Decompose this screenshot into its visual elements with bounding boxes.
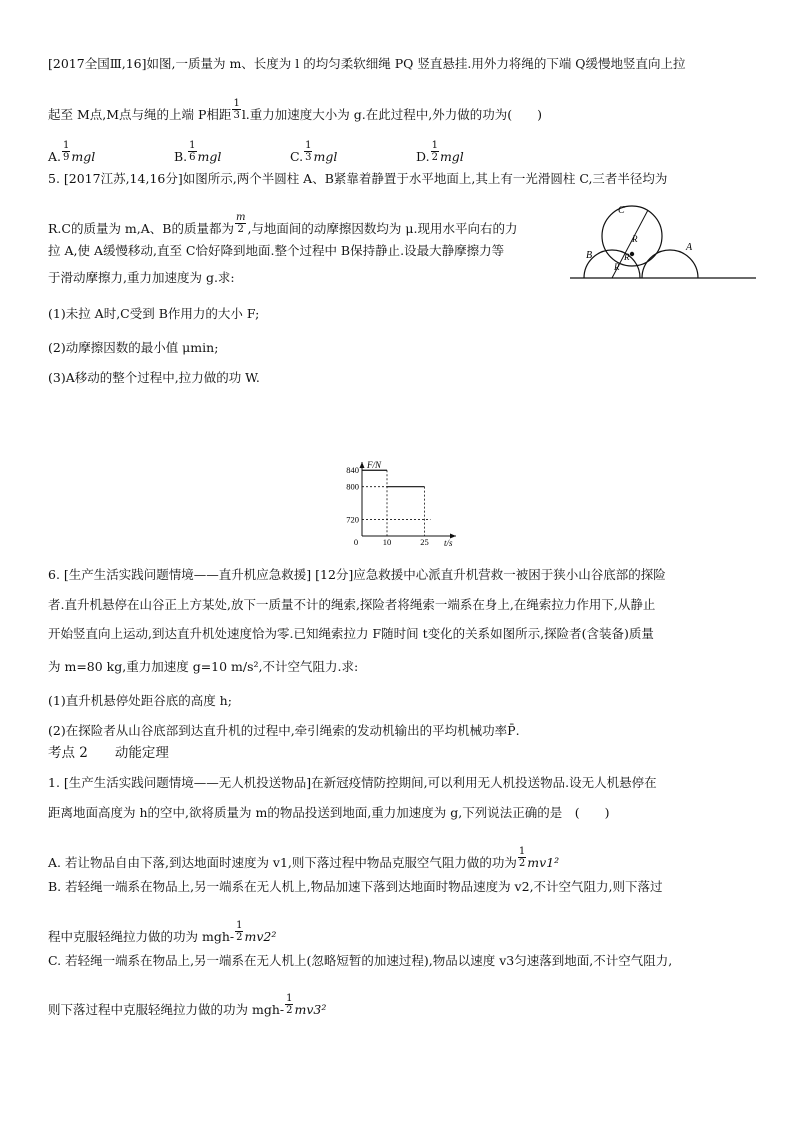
label-r3: R <box>614 262 620 272</box>
q4-option-b[interactable] <box>174 140 222 169</box>
q5-line1: 5. [2017江苏,14,16分]如图所示,两个半圆柱 A、B紧靠着静置于水平地面上,其上有一光滑圆柱 C,三者半径均为 <box>48 171 668 186</box>
fraction-m-over-2 <box>235 212 246 235</box>
label-r1: R <box>632 234 638 244</box>
q6-line1: 6. [生产生活实践问题情境——直升机应急救援] [12分]应急救援中心派直升机营救一被困于狭小山谷底部的探险 <box>48 567 666 582</box>
option-fraction <box>188 140 196 163</box>
frac-num: 1 <box>305 140 312 151</box>
frac-den: 2 <box>431 152 438 163</box>
option-letter: B. <box>174 149 188 164</box>
q5-line2 <box>48 212 518 241</box>
force-time-graph <box>334 456 466 548</box>
q5-line4: 于滑动摩擦力,重力加速度为 g.求: <box>48 270 235 285</box>
q1-option-b-line1[interactable]: B. 若轻绳一端系在物品上,另一端系在无人机上,物品加速下落到达地面时物品速度为 v2,不计空气阻力,则下落过 <box>48 879 663 894</box>
option-fraction <box>431 140 439 163</box>
y-tick-label: 720 <box>346 514 359 525</box>
q6-line3: 开始竖直向上运动,到达直升机处速度恰为零.已知绳索拉力 F随时间 t变化的关系如图所示,探险者(含装备)质量 <box>48 626 654 641</box>
option-letter: A. <box>48 149 62 164</box>
q4-option-a[interactable] <box>48 140 96 169</box>
q4-line2-pre: 起至 M点,M点与绳的上端 P相距 <box>48 107 232 122</box>
q1-option-c-line2 <box>48 993 327 1022</box>
option-tail: mgl <box>71 149 96 164</box>
q4-option-d[interactable] <box>416 140 464 169</box>
frac-den: 2 <box>518 858 526 869</box>
q5-sub3: (3)A移动的整个过程中,拉力做的功 W. <box>48 370 260 385</box>
q1-option-b-line2 <box>48 920 277 949</box>
q5-line2-post: ,与地面间的动摩擦因数均为 μ.现用水平向右的力 <box>247 221 518 236</box>
y-tick-label: 800 <box>346 481 359 492</box>
frac-num: 1 <box>236 920 243 931</box>
q1-line1: 1. [生产生活实践问题情境——无人机投送物品]在新冠疫情防控期间,可以利用无人机投送物品.设无人机悬停在 <box>48 775 657 790</box>
frac-num: 1 <box>286 993 293 1004</box>
label-b: B <box>586 250 593 261</box>
option-tail: mv1² <box>527 855 560 870</box>
option-fraction <box>62 140 70 163</box>
graph-marks <box>346 465 430 547</box>
option-fraction <box>304 140 312 163</box>
y-axis-label: F/N <box>367 460 382 470</box>
x-tick-label: 0 <box>353 537 359 547</box>
q5-line2-pre: R.C的质量为 m,A、B的质量都为 <box>48 221 234 236</box>
frac-den: 3 <box>305 152 312 163</box>
y-axis-arrow <box>360 462 365 468</box>
frac-num: m <box>235 212 246 223</box>
frac-den: 2 <box>286 1005 293 1016</box>
frac-num: 1 <box>233 98 240 109</box>
y-tick-label: 840 <box>346 465 359 476</box>
frac-num: 1 <box>63 140 70 151</box>
label-c: C <box>618 205 625 216</box>
q5-sub1: (1)未拉 A时,C受到 B作用力的大小 F; <box>48 306 260 321</box>
q4-option-c[interactable] <box>290 140 338 169</box>
q4-line1: [2017全国Ⅲ,16]如图,一质量为 m、长度为 l 的均匀柔软细绳 PQ 竖直悬挂.用外力将绳的下端 Q缓慢地竖直向上拉 <box>48 56 686 71</box>
section-heading: 考点 2 动能定理 <box>48 745 169 761</box>
q6-line4: 为 m=80 kg,重力加速度 g=10 m/s²,不计空气阻力.求: <box>48 659 359 674</box>
option-text: 程中克服轻绳拉力做的功为 mgh- <box>48 929 235 944</box>
option-tail: mgl <box>197 149 222 164</box>
option-tail: mv3² <box>294 1002 327 1017</box>
frac-den: 9 <box>63 152 70 163</box>
x-axis-label: t/s <box>444 538 453 548</box>
q5-line3: 拉 A,使 A缓慢移动,直至 C恰好降到地面.整个过程中 B保持静止.设最大静摩擦力等 <box>48 243 505 258</box>
label-r2: R <box>624 252 630 262</box>
q6-line2: 者.直升机悬停在山谷正上方某处,放下一质量不计的绳索,探险者将绳索一端系在身上,在绳索拉力作用下,从静止 <box>48 597 656 612</box>
q5-sub2: (2)动摩擦因数的最小值 μmin; <box>48 340 219 355</box>
q1-option-c-line1[interactable]: C. 若轻绳一端系在物品上,另一端系在无人机上(忽略短暂的加速过程),物品以速度 v3匀速落到地面,不计空气阻力, <box>48 953 673 968</box>
fraction-one-third <box>232 98 240 121</box>
q6-sub2: (2)在探险者从山谷底部到达直升机的过程中,牵引绳索的发动机输出的平均机械功率P̄. <box>48 723 520 738</box>
frac-num: 1 <box>431 140 438 151</box>
frac-num: 1 <box>518 846 526 857</box>
option-tail: mgl <box>313 149 338 164</box>
frac-den: 3 <box>233 110 240 121</box>
option-letter: D. <box>416 149 430 164</box>
q4-line2 <box>48 98 542 127</box>
frac-num: 1 <box>189 140 196 151</box>
x-tick-label: 10 <box>382 537 392 547</box>
q6-sub1: (1)直升机悬停处距谷底的高度 h; <box>48 693 232 708</box>
option-letter: C. <box>290 149 304 164</box>
q1-line2: 距离地面高度为 h的空中,欲将质量为 m的物品投送到地面,重力加速度为 g,下列说法正确的是 ( ) <box>48 805 610 820</box>
q4-line2-post: l.重力加速度大小为 g.在此过程中,外力做的功为( ) <box>241 107 542 122</box>
contact-point <box>630 252 634 256</box>
half-fraction <box>285 993 293 1016</box>
q1-option-a[interactable] <box>48 846 560 875</box>
frac-den: 2 <box>237 224 244 235</box>
half-fraction <box>518 846 526 869</box>
option-tail: mv2² <box>244 929 277 944</box>
option-text: A. 若让物品自由下落,到达地面时速度为 v1,则下落过程中物品克服空气阻力做的功为 <box>48 855 517 870</box>
option-tail: mgl <box>439 149 464 164</box>
half-fraction <box>235 920 243 943</box>
x-tick-label: 25 <box>420 537 429 547</box>
cylinders-figure <box>570 198 756 286</box>
label-a: A <box>686 242 693 253</box>
frac-den: 2 <box>236 932 243 943</box>
half-cylinder-a <box>642 250 698 278</box>
option-text: 则下落过程中克服轻绳拉力做的功为 mgh- <box>48 1002 285 1017</box>
frac-den: 6 <box>189 152 196 163</box>
